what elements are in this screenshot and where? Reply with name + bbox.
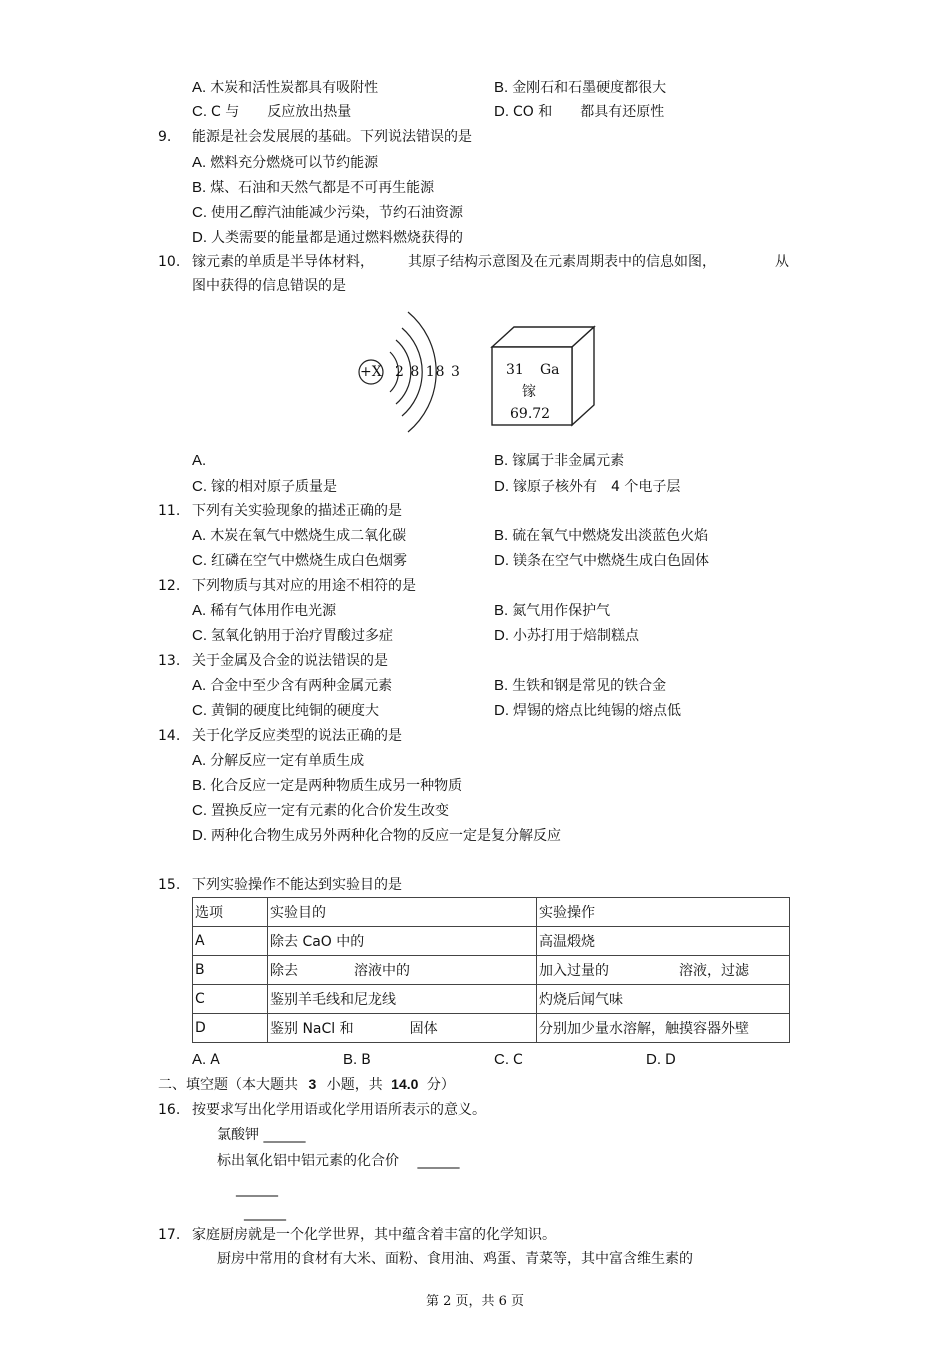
q15-option-c: C. C	[494, 1051, 523, 1068]
question-stem: 下列实验操作不能达到实验目的是	[192, 877, 402, 893]
question-number: 12.	[158, 578, 181, 594]
q11-option-c: C. 红磷在空气中燃烧生成白色烟雾	[192, 552, 407, 569]
table-row	[193, 956, 790, 985]
q8-option-a: A. 木炭和活性炭都具有吸附性	[192, 79, 379, 96]
question-number: 14.	[158, 728, 181, 744]
question-number: 13.	[158, 653, 181, 669]
table-row	[193, 927, 790, 956]
question-stem-part2: 其原子结构示意图及在元素周期表中的信息如图，	[408, 254, 716, 270]
table-cell: 高温煅烧	[537, 927, 790, 956]
element-mass: 69.72	[510, 406, 551, 422]
q16-line2: 标出氧化铝中铝元素的化合价 ______	[217, 1153, 460, 1169]
table-cell: B	[193, 956, 268, 985]
table-cell: 除去 CaO 中的	[268, 927, 537, 956]
element-atomic-number: 31	[506, 362, 524, 378]
q13-option-a: A. 合金中至少含有两种金属元素	[192, 677, 393, 694]
q9-option-c: C. 使用乙醇汽油能减少污染，节约石油资源	[192, 204, 463, 221]
q14-option-b: B. 化合反应一定是两种物质生成另一种物质	[192, 777, 463, 794]
q8-option-d: D. CO 和 都具有还原性	[494, 103, 665, 120]
table-cell: 鉴别 NaCl 和 固体	[268, 1014, 537, 1043]
q10-option-a: A.	[192, 452, 207, 469]
q13-option-b: B. 生铁和钢是常见的铁合金	[494, 677, 667, 694]
q11-option-b: B. 硫在氧气中燃烧发出淡蓝色火焰	[494, 527, 709, 544]
question-number: 10.	[158, 254, 181, 270]
q16-line1: 氯酸钾 ______	[217, 1127, 306, 1143]
question-stem: 家庭厨房就是一个化学世界，其中蕴含着丰富的化学知识。	[192, 1227, 556, 1243]
page-footer: 第 2 页，共 6 页	[425, 1294, 525, 1309]
question-stem-line2: 图中获得的信息错误的是	[192, 278, 346, 294]
table-header-row	[193, 898, 790, 927]
q10-option-d: D. 镓原子核外有 4 个电子层	[494, 478, 681, 495]
table-cell: C	[193, 985, 268, 1014]
q16-line3: ______	[236, 1181, 278, 1197]
section-question-count: 3	[308, 1076, 317, 1092]
q8-option-b: B. 金刚石和石墨硬度都很大	[494, 79, 667, 96]
section-heading-suffix: 分）	[426, 1077, 455, 1093]
table-header-cell: 实验目的	[268, 898, 537, 927]
section-score: 14.0	[391, 1076, 419, 1092]
section-heading-middle: 小题，共	[326, 1077, 383, 1093]
q15-option-d: D. D	[646, 1051, 676, 1068]
table-cell: 灼烧后闻气味	[537, 985, 790, 1014]
q17-line1: 厨房中常用的食材有大米、面粉、食用油、鸡蛋、青菜等，其中富含维生素的	[217, 1251, 693, 1267]
question-stem-part3: 从	[775, 254, 789, 270]
table-row	[193, 985, 790, 1014]
table-header-cell: 选项	[193, 898, 268, 927]
question-stem: 关于化学反应类型的说法正确的是	[192, 728, 402, 744]
table-cell: 分别加少量水溶解，触摸容器外壁	[537, 1014, 790, 1043]
q15-option-b: B. B	[343, 1051, 371, 1068]
element-name: 镓	[522, 384, 536, 400]
table-cell: A	[193, 927, 268, 956]
question-stem: 能源是社会发展展的基础。下列说法错误的是	[192, 129, 472, 145]
q16-line4: ______	[244, 1205, 286, 1221]
q10-option-b: B. 镓属于非金属元素	[494, 452, 625, 469]
table-cell: 除去 溶液中的	[268, 956, 537, 985]
q15-option-a: A. A	[192, 1051, 220, 1068]
q12-option-b: B. 氮气用作保护气	[494, 602, 611, 619]
q9-option-a: A. 燃料充分燃烧可以节约能源	[192, 154, 379, 171]
section-heading-prefix: 二、填空题（本大题共	[158, 1077, 298, 1093]
element-symbol: Ga	[540, 362, 560, 378]
question-stem: 关于金属及合金的说法错误的是	[192, 653, 388, 669]
q11-option-d: D. 镁条在空气中燃烧生成白色固体	[494, 552, 709, 569]
q12-option-d: D. 小苏打用于焙制糕点	[494, 627, 639, 644]
q11-option-a: A. 木炭在氧气中燃烧生成二氧化碳	[192, 527, 407, 544]
q10-option-c: C. 镓的相对原子质量是	[192, 478, 337, 495]
section-heading	[158, 1075, 455, 1094]
question-stem: 下列有关实验现象的描述正确的是	[192, 503, 402, 519]
question-number: 15.	[158, 877, 181, 893]
q13-option-d: D. 焊锡的熔点比纯锡的熔点低	[494, 702, 681, 719]
question-number: 17.	[158, 1227, 181, 1243]
table-cell: D	[193, 1014, 268, 1043]
q14-option-d: D. 两种化合物生成另外两种化合物的反应一定是复分解反应	[192, 827, 561, 844]
q14-option-a: A. 分解反应一定有单质生成	[192, 752, 365, 769]
atom-structure-diagram	[350, 300, 470, 450]
table-header-cell: 实验操作	[537, 898, 790, 927]
table-cell: 加入过量的 溶液，过滤	[537, 956, 790, 985]
question-stem: 按要求写出化学用语或化学用语所表示的意义。	[192, 1102, 486, 1118]
question-number: 16.	[158, 1102, 181, 1118]
q13-option-c: C. 黄铜的硬度比纯铜的硬度大	[192, 702, 379, 719]
table-row	[193, 1014, 790, 1043]
question-stem-part1: 镓元素的单质是半导体材料，	[192, 254, 374, 270]
q12-option-a: A. 稀有气体用作电光源	[192, 602, 337, 619]
q9-option-b: B. 煤、石油和天然气都是不可再生能源	[192, 179, 435, 196]
question-number: 11.	[158, 503, 181, 519]
experiment-table	[192, 897, 790, 1043]
q8-option-c: C. C 与 反应放出热量	[192, 103, 352, 120]
question-number: 9.	[158, 129, 172, 145]
question-stem: 下列物质与其对应的用途不相符的是	[192, 578, 416, 594]
atom-shell-electrons: 2 8 18 3	[395, 364, 461, 380]
periodic-table-cell	[488, 325, 600, 429]
q9-option-d: D. 人类需要的能量都是通过燃料燃烧获得的	[192, 229, 463, 246]
atom-nucleus-label: +X	[360, 364, 382, 380]
q14-option-c: C. 置换反应一定有元素的化合价发生改变	[192, 802, 449, 819]
table-cell: 鉴别羊毛线和尼龙线	[268, 985, 537, 1014]
q12-option-c: C. 氢氧化钠用于治疗胃酸过多症	[192, 627, 393, 644]
